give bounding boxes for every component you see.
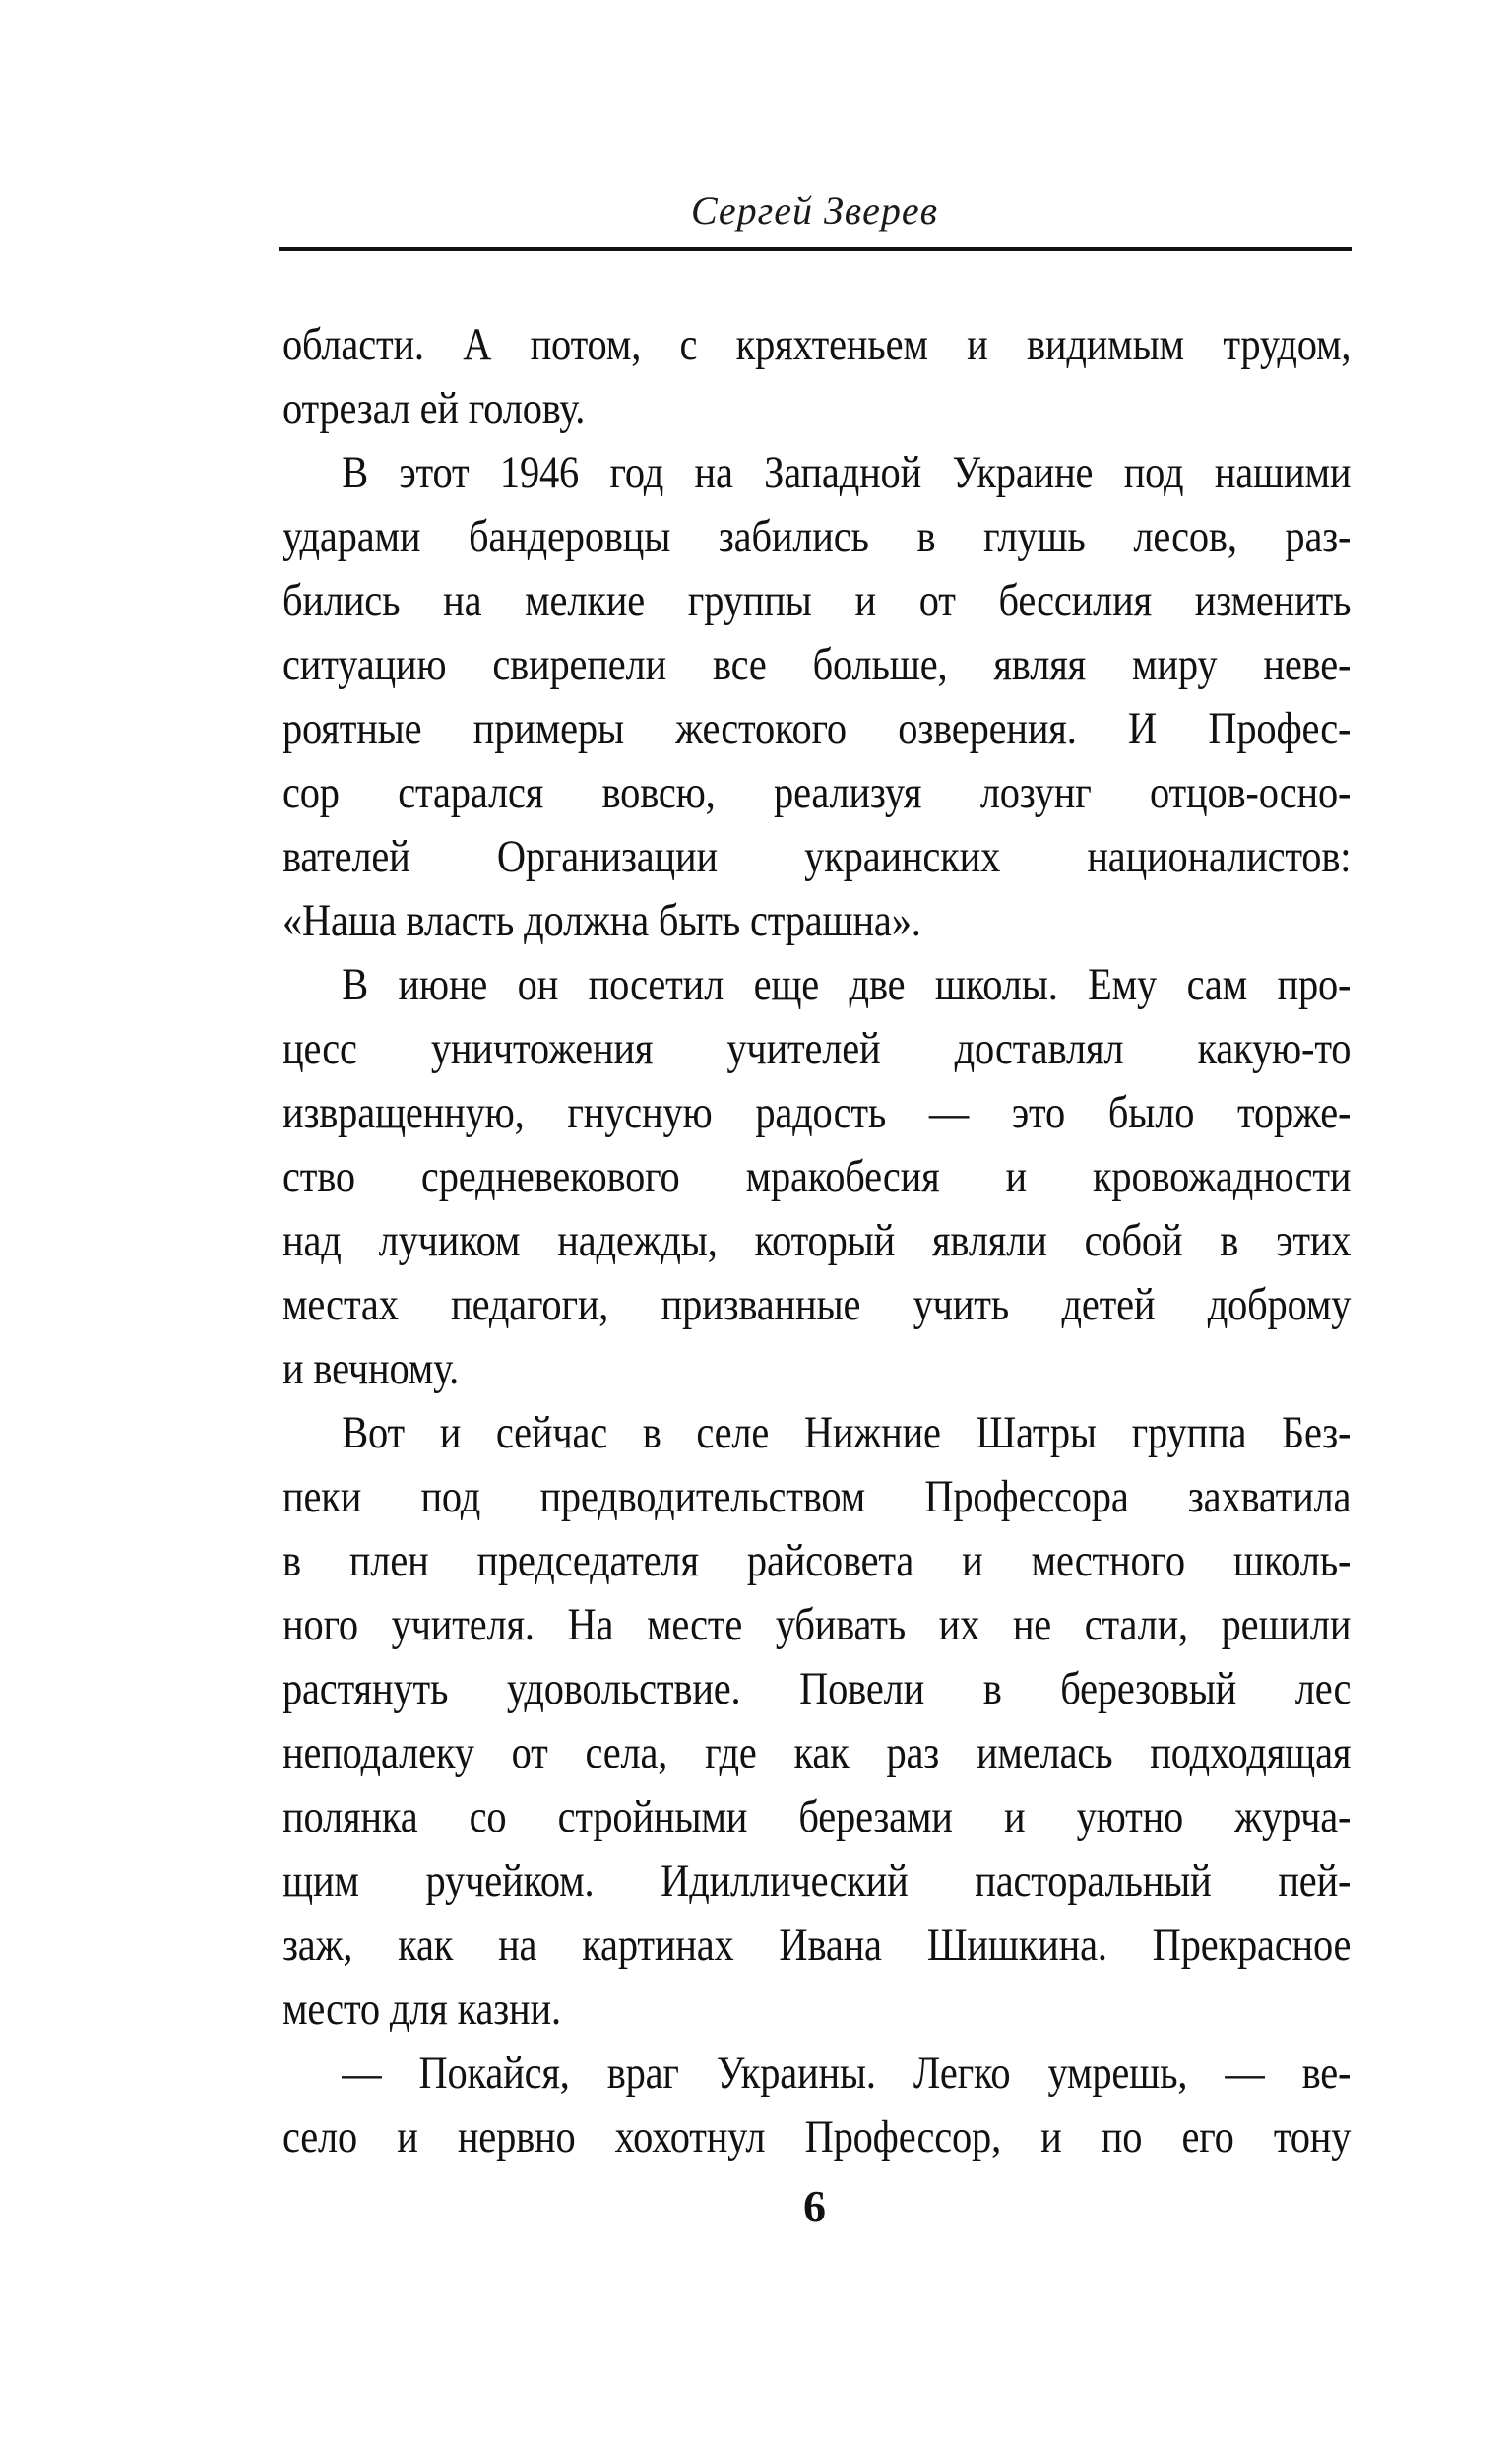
- text-line: В этот 1946 год на Западной Украине под нашими: [342, 447, 1352, 498]
- text-line: роятные примеры жестокого озверения. И Профес-: [283, 703, 1352, 754]
- running-head-author: Сергей Зверев: [690, 188, 939, 232]
- text-line: пеки под предводительством Профессора захватила: [283, 1471, 1352, 1522]
- text-line: в плен председателя райсовета и местного школь-: [283, 1535, 1352, 1586]
- text-line: местах педагоги, призванные учить детей доброму: [283, 1279, 1352, 1330]
- text-line: сор старался вовсю, реализуя лозунг отцов-осно-: [283, 767, 1352, 818]
- text-line: растянуть удовольствие. Повели в березовый лес: [283, 1663, 1352, 1714]
- text-line: «Наша власть должна быть страшна».: [283, 895, 921, 946]
- text-line: неподалеку от села, где как раз имелась подходящая: [283, 1727, 1352, 1778]
- text-line: цесс уничтожения учителей доставлял какую-то: [283, 1023, 1352, 1074]
- text-line: ного учителя. На месте убивать их не стали, решили: [283, 1599, 1352, 1650]
- header-rule: [279, 247, 1352, 251]
- text-line: отрезал ей голову.: [283, 383, 586, 434]
- text-line: и вечному.: [283, 1343, 460, 1394]
- text-line: место для казни.: [283, 1983, 561, 2034]
- text-line: село и нервно хохотнул Профессор, и по его тону: [283, 2111, 1352, 2162]
- text-line: Вот и сейчас в селе Нижние Шатры группа Без-: [342, 1407, 1352, 1458]
- body-text: [283, 313, 1351, 2169]
- text-line: — Покайся, враг Украины. Легко умрешь, — ве-: [342, 2047, 1352, 2098]
- text-line: ство средневекового мракобесия и кровожадности: [283, 1151, 1352, 1202]
- text-line: заж, как на картинах Ивана Шишкина. Прекрасное: [283, 1919, 1352, 1970]
- page-number: 6: [803, 2181, 826, 2231]
- text-line: полянка со стройными березами и уютно журча-: [283, 1791, 1352, 1842]
- text-line: бились на мелкие группы и от бессилия изменить: [283, 575, 1352, 626]
- text-line: В июне он посетил еще две школы. Ему сам про-: [342, 959, 1352, 1010]
- text-line: ситуацию свирепели все больше, являя миру неве-: [283, 639, 1352, 690]
- text-line: ударами бандеровцы забились в глушь лесов, раз-: [283, 511, 1352, 562]
- text-line: над лучиком надежды, который являли собой в этих: [283, 1215, 1352, 1266]
- text-line: области. А потом, с кряхтеньем и видимым трудом,: [283, 319, 1352, 370]
- text-line: вателей Организации украинских националистов:: [283, 831, 1352, 882]
- text-line: щим ручейком. Идиллический пасторальный пей-: [283, 1855, 1352, 1906]
- text-line: извращенную, гнусную радость — это было торже-: [283, 1087, 1352, 1138]
